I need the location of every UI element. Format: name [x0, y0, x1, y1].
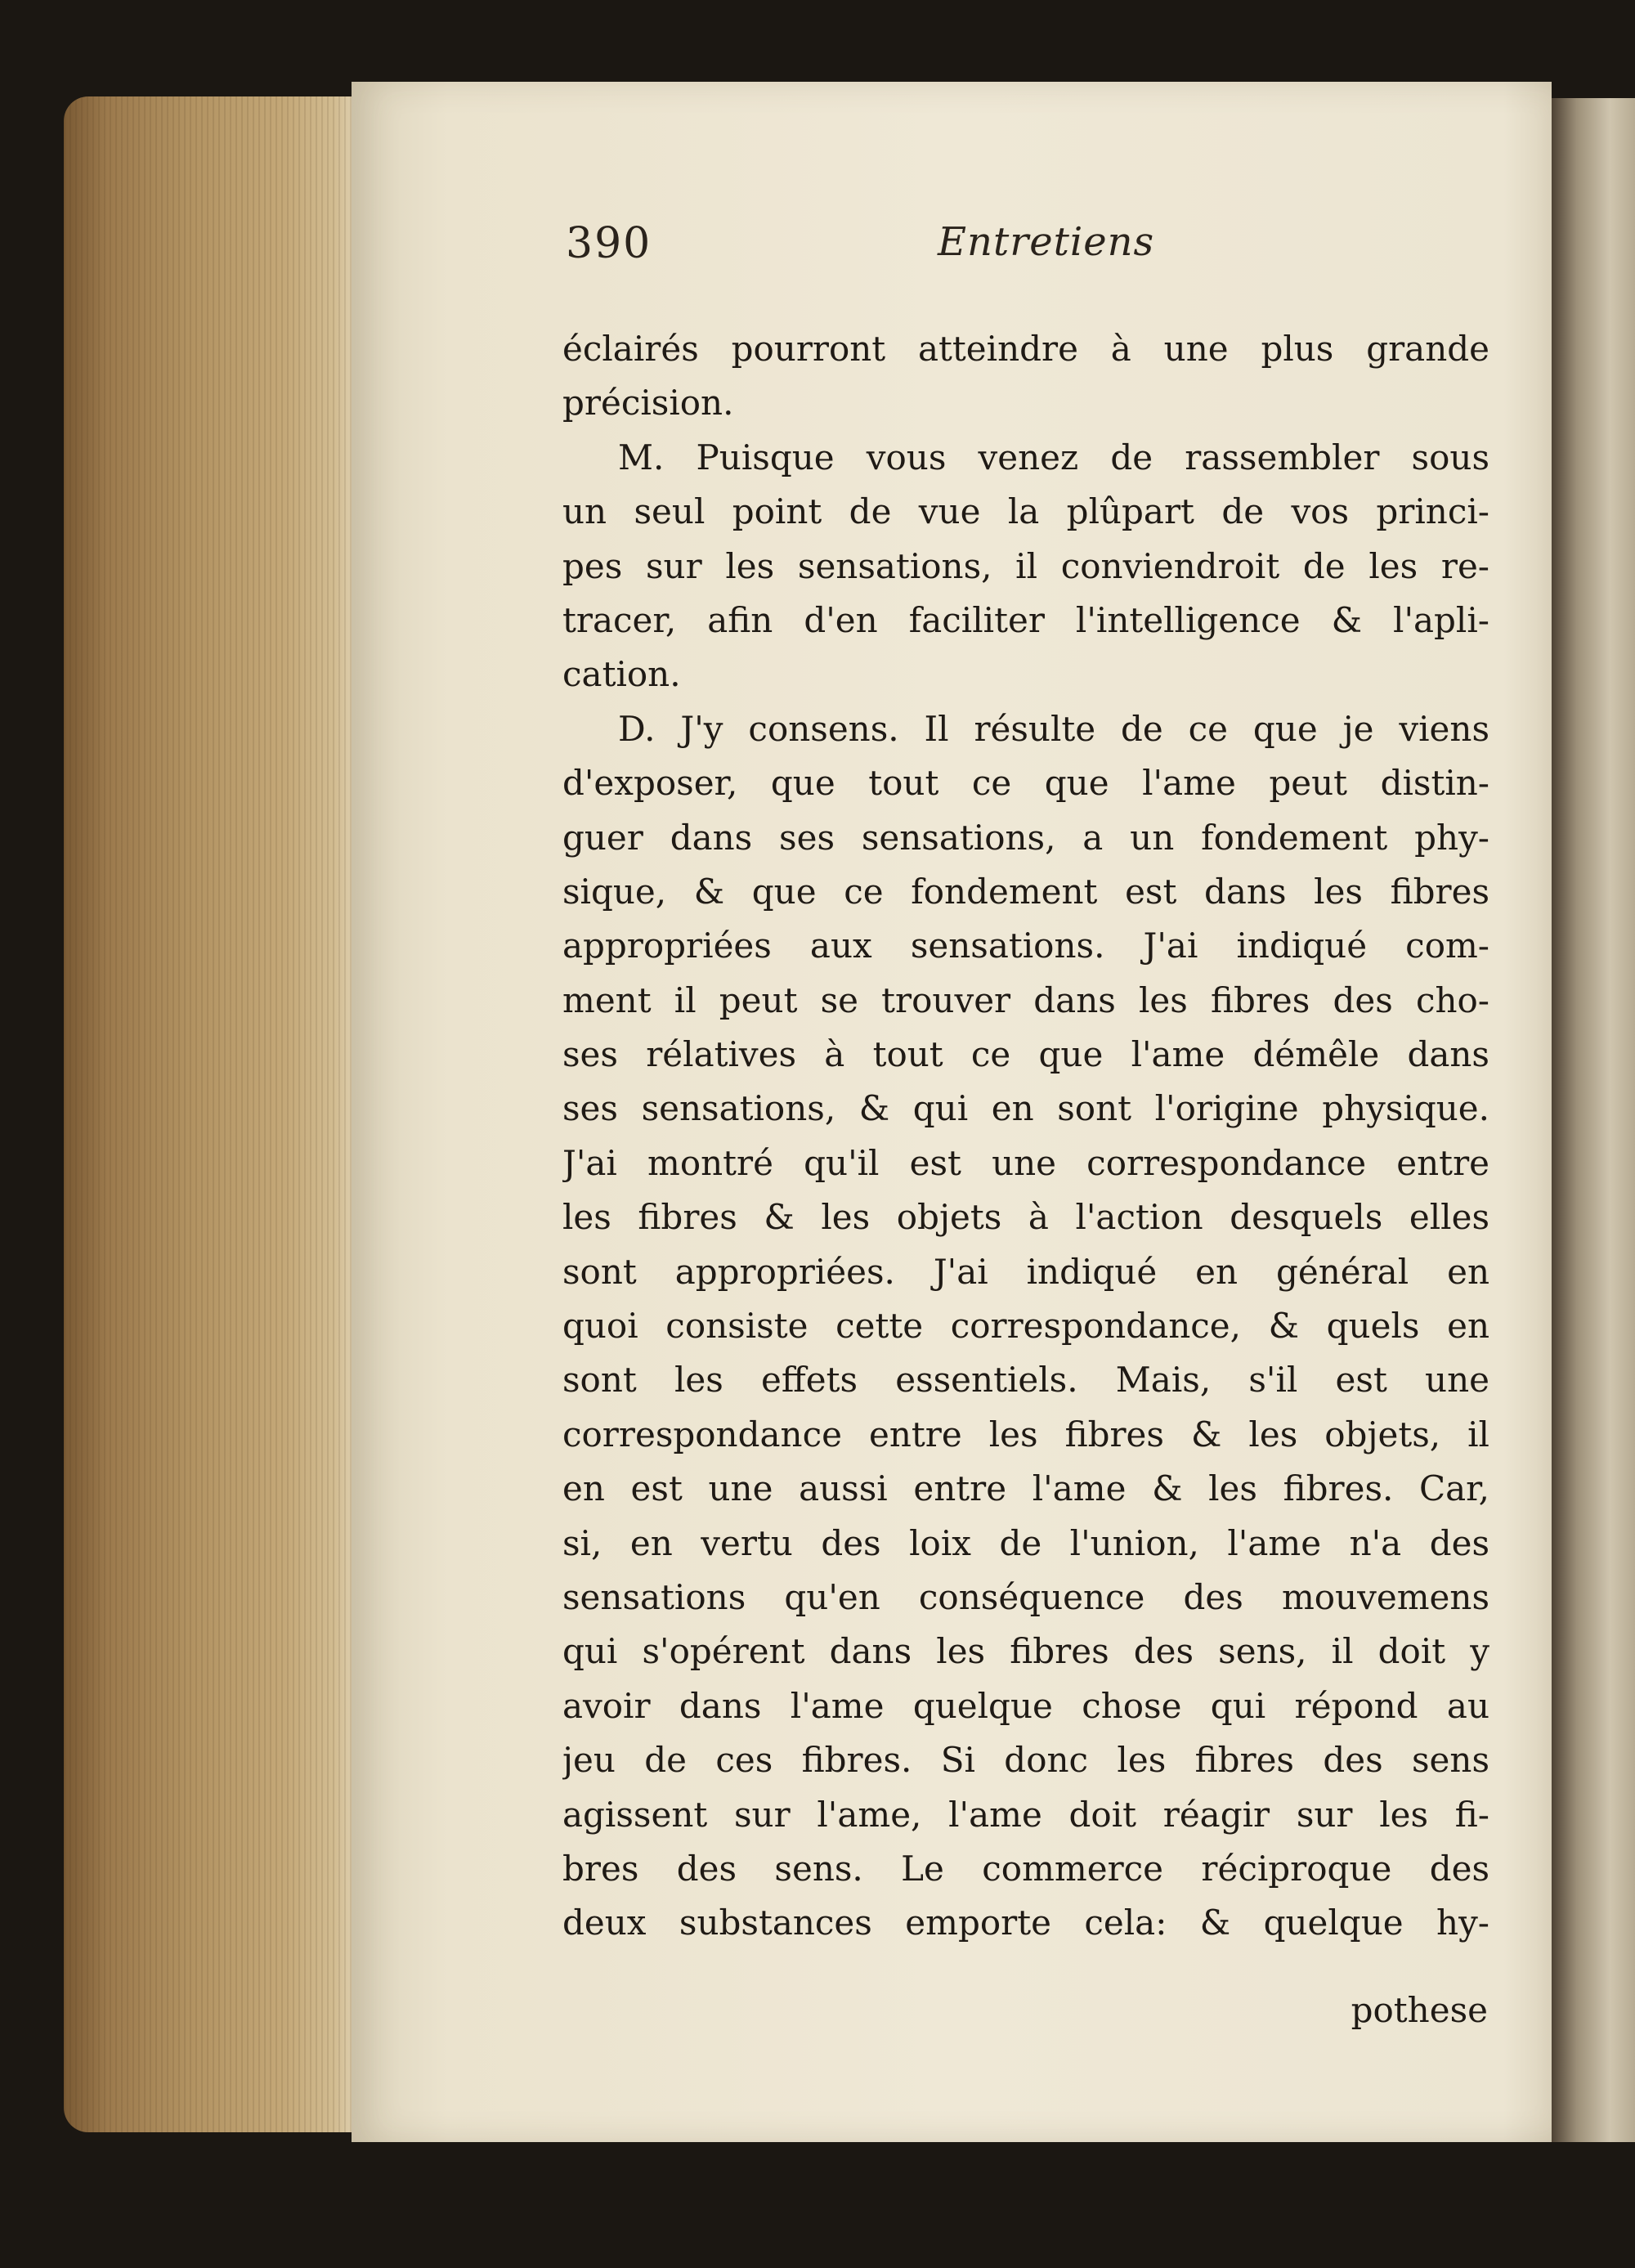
text-line: pes sur les sensations, il conviendroit de les re- [562, 545, 1489, 586]
text-line: J'ai montré qu'il est une correspondance entre [562, 1142, 1489, 1183]
text-line: ment il peut se trouver dans les fibres des cho- [562, 979, 1489, 1020]
text-line: guer dans ses sensations, a un fondement phy- [562, 817, 1489, 858]
text-line: appropriées aux sensations. J'ai indiqué com- [562, 926, 1489, 966]
catchword: pothese [1351, 1990, 1488, 2030]
text-line: sont les effets essentiels. Mais, s'il est une [562, 1360, 1489, 1401]
text-line: un seul point de vue la plûpart de vos princi- [562, 491, 1489, 532]
text-line: éclairés pourront atteindre à une plus grande [562, 329, 1489, 369]
text-line: en est une aussi entre l'ame & les fibres. Car, [562, 1468, 1489, 1509]
text-line: sont appropriées. J'ai indiqué en général en [562, 1251, 1489, 1292]
text-line: cation. [562, 654, 681, 695]
text-line: sique, & que ce fondement est dans les fibres [562, 871, 1489, 912]
running-title: Entretiens [938, 219, 1155, 265]
body-text [562, 322, 1489, 1951]
text-line: qui s'opérent dans les fibres des sens, il doit y [562, 1631, 1489, 1672]
text-line: quoi consiste cette correspondance, & quels en [562, 1306, 1489, 1347]
text-line: agissent sur l'ame, l'ame doit réagir sur les fi- [562, 1794, 1489, 1835]
text-line: si, en vertu des loix de l'union, l'ame n'a des [562, 1522, 1489, 1563]
text-line: sensations qu'en conséquence des mouvemens [562, 1576, 1489, 1617]
text-line: D. J'y consens. Il résulte de ce que je viens [618, 708, 1489, 749]
running-header [566, 219, 1473, 285]
text-line: ses rélatives à tout ce que l'ame démêle dans [562, 1034, 1489, 1075]
text-line: les fibres & les objets à l'action desquels elles [562, 1197, 1489, 1238]
text-line: d'exposer, que tout ce que l'ame peut distin- [562, 763, 1489, 804]
text-line: ses sensations, & qui en sont l'origine physique. [562, 1088, 1489, 1129]
text-line: deux substances emporte cela: & quelque hy- [562, 1903, 1489, 1943]
text-line: tracer, afin d'en faciliter l'intelligence & l'apli- [562, 599, 1489, 640]
page-number: 390 [566, 219, 652, 268]
text-line: correspondance entre les fibres & les objets, il [562, 1414, 1489, 1454]
text-line: jeu de ces fibres. Si donc les fibres des sens [562, 1740, 1489, 1781]
facing-page-edge [1552, 98, 1635, 2142]
text-line: précision. [562, 383, 734, 424]
text-line: bres des sens. Le commerce réciproque des [562, 1848, 1489, 1889]
book-page-edges [64, 96, 358, 2132]
text-line: M. Puisque vous venez de rassembler sous [618, 437, 1489, 477]
text-line: avoir dans l'ame quelque chose qui répond au [562, 1685, 1489, 1726]
